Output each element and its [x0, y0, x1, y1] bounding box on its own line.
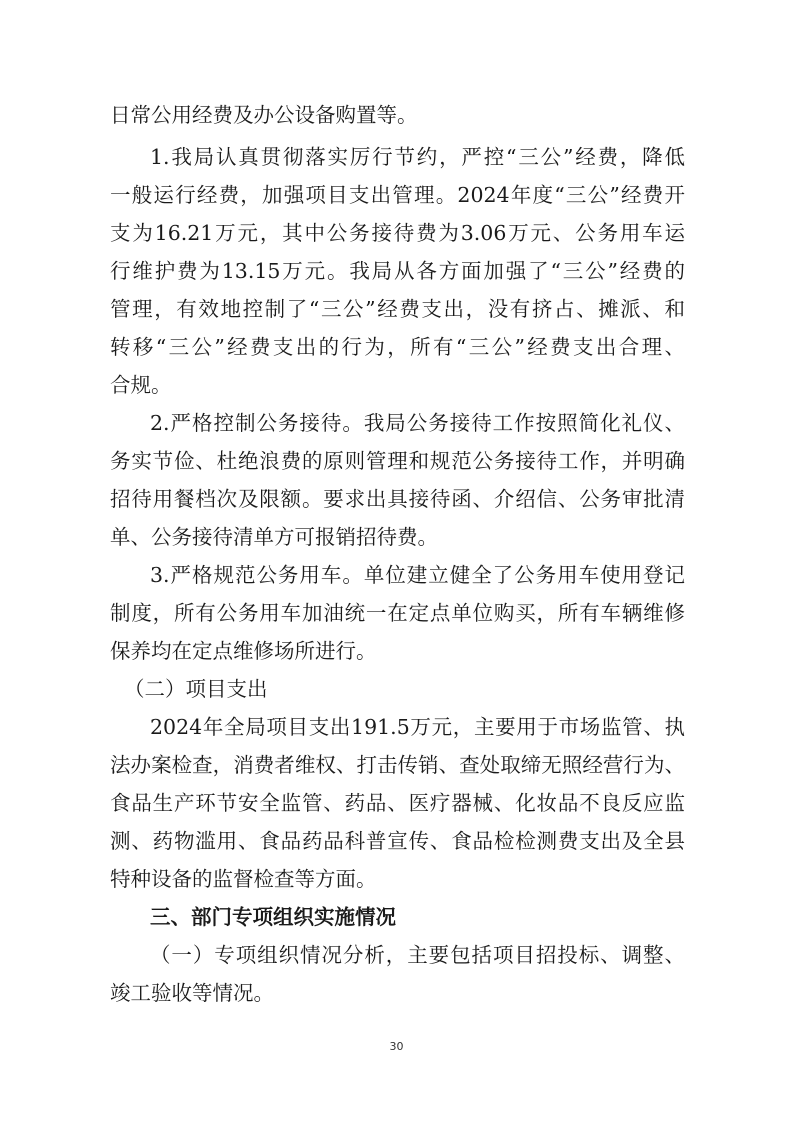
paragraph-line-end: 单、公务接待清单方可报销招待费。 [110, 525, 438, 549]
paragraph-line-item-2: 2.严格控制公务接待。我局公务接待工作按照简化礼仪、 [150, 411, 685, 435]
page-number: 30 [389, 1040, 404, 1053]
section-heading-special-projects: 三、部门专项组织实施情况 [150, 905, 396, 929]
paragraph-line-end: 竣工验收等情况。 [110, 981, 274, 1005]
paragraph-line-end: 特种设备的监督检查等方面。 [110, 867, 377, 891]
section-heading-project-expenditure: （二）项目支出 [124, 677, 268, 701]
paragraph-line: 一般运行经费，加强项目支出管理。2024年度“三公”经费开 [110, 183, 685, 207]
paragraph-line: 制度，所有公务用车加油统一在定点单位购买，所有车辆维修 [110, 601, 685, 625]
paragraph-line-end: 保养均在定点维修场所进行。 [110, 639, 377, 663]
paragraph-line: （一）专项组织情况分析，主要包括项目招投标、调整、 [150, 943, 685, 967]
paragraph-line: 支为16.21万元，其中公务接待费为3.06万元、公务用车运 [110, 221, 685, 245]
paragraph-line: 行维护费为13.15万元。我局从各方面加强了“三公”经费的 [110, 259, 685, 283]
paragraph-line: 管理，有效地控制了“三公”经费支出，没有挤占、摊派、和 [110, 297, 685, 321]
paragraph-line-item-1: 1.我局认真贯彻落实厉行节约，严控“三公”经费，降低 [150, 145, 685, 169]
paragraph-line-continuation: 日常公用经费及办公设备购置等。 [110, 103, 418, 127]
paragraph-line-item-3: 3.严格规范公务用车。单位建立健全了公务用车使用登记 [150, 563, 685, 587]
paragraph-line: 法办案检查，消费者维权、打击传销、查处取缔无照经营行为、 [110, 753, 685, 777]
paragraph-line: 务实节俭、杜绝浪费的原则管理和规范公务接待工作，并明确 [110, 449, 685, 473]
paragraph-line: 2024年全局项目支出191.5万元，主要用于市场监管、执 [150, 715, 685, 739]
paragraph-line: 测、药物滥用、食品药品科普宣传、食品检检测费支出及全县 [110, 829, 685, 853]
paragraph-line-end: 合规。 [110, 373, 172, 397]
paragraph-line: 食品生产环节安全监管、药品、医疗器械、化妆品不良反应监 [110, 791, 685, 815]
paragraph-line: 转移“三公”经费支出的行为，所有“三公”经费支出合理、 [110, 335, 685, 359]
paragraph-line: 招待用餐档次及限额。要求出具接待函、介绍信、公务审批清 [110, 487, 685, 511]
